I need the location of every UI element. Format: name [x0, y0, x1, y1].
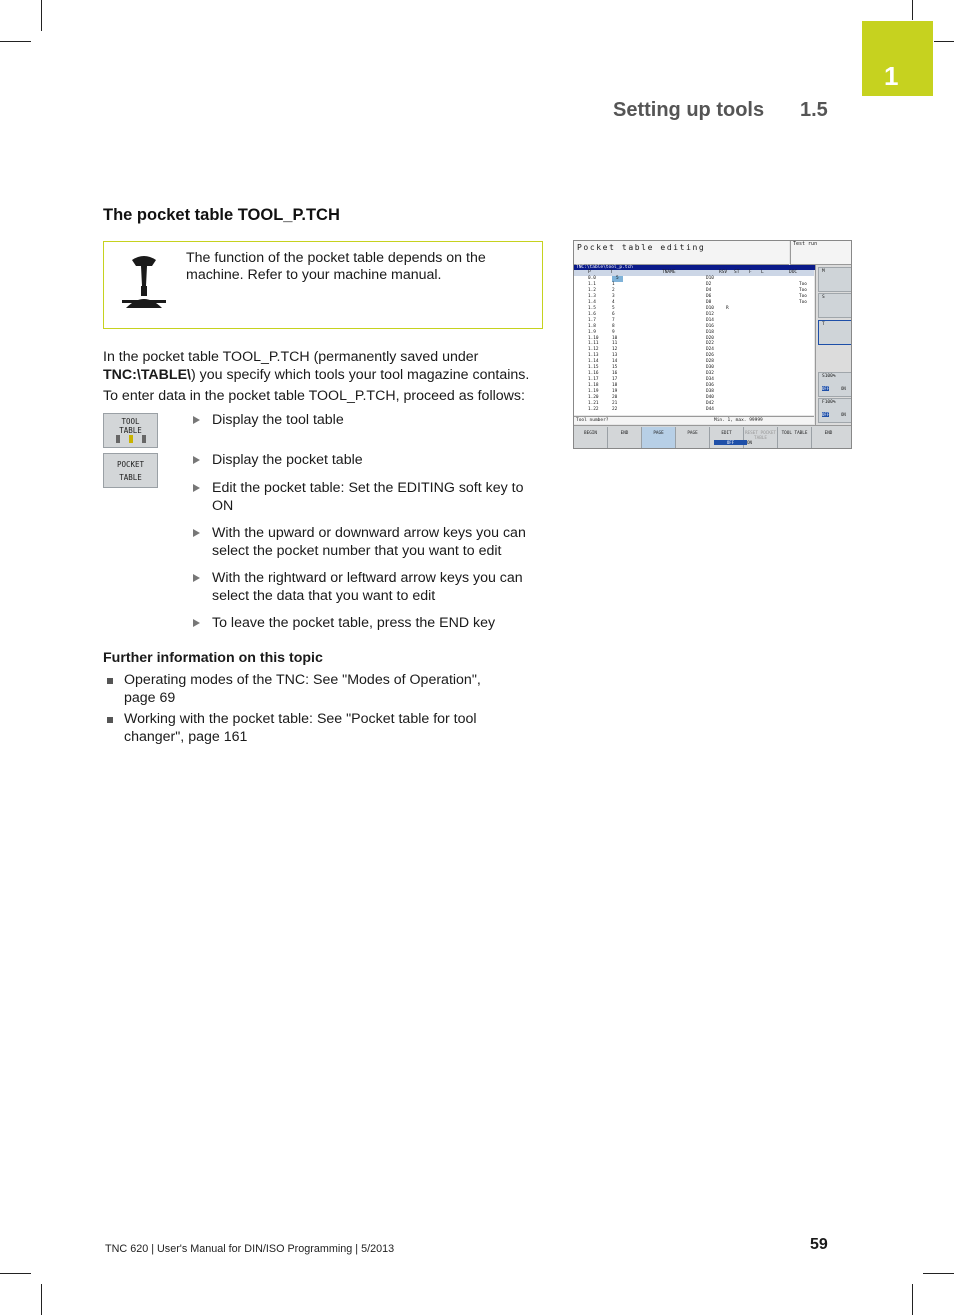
side-softkey[interactable]: [818, 372, 852, 397]
table-row[interactable]: [574, 336, 814, 342]
side-softkey-label: M: [822, 269, 825, 274]
table-cell: 0.0: [588, 276, 596, 281]
table-cell: D32: [706, 371, 714, 377]
step-text: To leave the pocket table, press the END key: [212, 615, 496, 631]
softkey-label: TOOL: [121, 417, 140, 426]
column-header: RSV: [719, 270, 728, 275]
table-cell: 13: [612, 353, 618, 359]
table-cell: D22: [706, 341, 714, 347]
table-cell: 19: [612, 389, 618, 395]
crop-mark: [934, 41, 954, 42]
table-cell: D24: [706, 347, 714, 353]
side-softkey[interactable]: [818, 398, 852, 423]
table-cell: D26: [706, 353, 714, 359]
enter-data-paragraph: To enter data in the pocket table TOOL_P.TCH, proceed as follows:: [103, 388, 525, 404]
side-softkey-bar: [815, 265, 852, 425]
arrow-icon: [193, 619, 200, 627]
section-heading: The pocket table TOOL_P.TCH: [103, 206, 340, 224]
softkey-label: EDIT: [721, 431, 732, 436]
arrow-icon: [193, 456, 200, 464]
table-row[interactable]: [574, 276, 814, 282]
table-cell: 16: [612, 371, 618, 377]
column-header: F: [749, 270, 752, 275]
table-cell: 1.15: [588, 365, 599, 371]
column-header: DOC: [789, 270, 798, 275]
list-item-text: Working with the pocket table: See "Pocket table for tool changer", page 161: [124, 711, 477, 745]
softkey-label: PAGE: [687, 431, 698, 436]
table-row[interactable]: [574, 353, 814, 359]
step-text: Display the pocket table: [212, 452, 363, 468]
table-cell: 3: [612, 293, 615, 299]
table-cell: D38: [706, 389, 714, 395]
side-softkey[interactable]: [818, 293, 852, 318]
table-cell: 18: [612, 383, 618, 389]
bullet-icon: [107, 717, 113, 723]
table-cell: 1.19: [588, 389, 599, 395]
table-row[interactable]: [574, 282, 814, 288]
step-item: [193, 412, 543, 430]
table-cell: D2: [706, 281, 712, 287]
table-row[interactable]: [574, 383, 814, 389]
table-cell: 14: [612, 359, 618, 365]
step-item: [193, 615, 543, 633]
side-softkey-label: S100%: [822, 374, 836, 379]
table-cell: D30: [706, 365, 714, 371]
table-row[interactable]: [574, 306, 814, 312]
arrow-icon: [193, 574, 200, 582]
table-cell: 1.1: [588, 281, 596, 287]
table-cell: D12: [706, 311, 714, 317]
crop-mark: [912, 0, 913, 20]
mode-bar: [574, 241, 789, 265]
table-cell: 4: [612, 299, 615, 305]
table-cell: D6: [706, 293, 712, 299]
table-cell: D18: [706, 329, 714, 335]
step-text: With the upward or downward arrow keys you can select the pocket number that you want to edit: [212, 525, 526, 559]
table-cell: 2: [612, 287, 615, 293]
column-header: T: [610, 270, 613, 275]
table-cell: D40: [706, 395, 714, 400]
column-header: TNAME: [662, 270, 676, 275]
table-cell: 1.9: [588, 329, 596, 335]
side-softkey[interactable]: [818, 267, 852, 292]
table-cell: 1.18: [588, 383, 599, 389]
table-cell: 1.14: [588, 359, 599, 365]
table-cell: 1.4: [588, 299, 596, 305]
table-row[interactable]: [574, 389, 814, 395]
crop-mark: [0, 1273, 31, 1274]
step-text: Display the tool table: [212, 412, 344, 428]
step-item: [193, 570, 543, 605]
table-row[interactable]: [574, 318, 814, 324]
off-label: OFF: [822, 412, 830, 417]
status-line: [574, 416, 814, 424]
side-softkey-label: T: [822, 322, 825, 327]
table-cell: D8: [706, 299, 712, 305]
table-row[interactable]: [574, 330, 814, 336]
column-header: P: [588, 270, 591, 275]
table-cell: D36: [706, 383, 714, 389]
softkey-label: BEGIN: [584, 431, 597, 436]
softkey-reset-pocket[interactable]: [744, 427, 778, 448]
softkey-label: END: [824, 431, 833, 436]
status-prompt: Tool number?: [576, 418, 609, 423]
pocket-table-screenshot: [573, 240, 852, 449]
softkey-label: POCKET: [116, 460, 145, 469]
crop-mark: [912, 1284, 913, 1315]
softkey-begin[interactable]: [574, 427, 608, 448]
pocket-table: [574, 276, 814, 415]
table-cell: Too: [799, 287, 807, 293]
table-cell: 1.12: [588, 347, 599, 353]
table-cell: 6: [612, 311, 615, 317]
softkey-end-2[interactable]: [812, 427, 845, 448]
step-text: Edit the pocket table: Set the EDITING soft key to ON: [212, 480, 524, 514]
arrow-icon: [193, 529, 200, 537]
intro-path: TNC:\TABLE\: [103, 367, 191, 383]
table-cell: 21: [612, 400, 618, 406]
crop-mark: [923, 1273, 954, 1274]
step-item: [193, 525, 543, 560]
table-cell: 1.10: [588, 335, 599, 341]
intro-paragraph: [103, 348, 543, 384]
notice-text: The function of the pocket table depends on the machine. Refer to your machine manual.: [186, 250, 486, 283]
table-row[interactable]: [574, 401, 814, 407]
table-cell: D10: [706, 305, 714, 311]
table-cell: 1.21: [588, 400, 599, 406]
table-cell: D34: [706, 377, 714, 383]
tool-table-softkey[interactable]: [103, 413, 158, 448]
chapter-tab: [862, 21, 933, 96]
softkey-tool-table[interactable]: [778, 427, 812, 448]
table-cell: D14: [706, 317, 714, 323]
table-row[interactable]: [574, 341, 814, 347]
table-cell: 12: [612, 347, 618, 353]
tool-icon: [114, 434, 148, 445]
side-softkey[interactable]: [818, 320, 852, 345]
table-row[interactable]: [574, 371, 814, 377]
table-row[interactable]: [574, 347, 814, 353]
table-cell: D28: [706, 359, 714, 365]
crop-mark: [41, 0, 42, 31]
crop-mark: [0, 41, 31, 42]
intro-text-1: In the pocket table TOOL_P.TCH (permanently saved under: [103, 349, 479, 365]
step-text: With the rightward or leftward arrow keys you can select the data that you want to edit: [212, 570, 523, 604]
table-cell: 1.11: [588, 341, 599, 347]
softkey-bar: [574, 425, 851, 449]
off-label: OFF: [822, 386, 830, 391]
machine-spindle-icon: [122, 252, 166, 308]
table-row[interactable]: [574, 300, 814, 306]
table-cell: 5: [612, 276, 623, 282]
table-row[interactable]: [574, 395, 814, 401]
table-cell: 1.8: [588, 323, 596, 329]
table-row[interactable]: [574, 377, 814, 383]
list-item: [107, 672, 507, 707]
table-cell: 8: [612, 323, 615, 329]
table-cell: Too: [799, 281, 807, 287]
table-row[interactable]: [574, 312, 814, 318]
mode-title: Pocket table editing: [577, 243, 706, 252]
table-cell: 1.2: [588, 287, 596, 293]
machine-notice: [103, 241, 543, 329]
table-cell: D10: [706, 276, 714, 281]
arrow-icon: [193, 484, 200, 492]
table-row[interactable]: [574, 365, 814, 371]
table-cell: 1.20: [588, 395, 599, 400]
table-cell: Too: [799, 299, 807, 305]
table-cell: 1: [612, 281, 615, 287]
bullet-icon: [107, 678, 113, 684]
further-info-heading: Further information on this topic: [103, 650, 323, 666]
pocket-table-softkey[interactable]: [103, 453, 158, 488]
table-cell: 1.17: [588, 377, 599, 383]
table-row[interactable]: [574, 407, 814, 413]
table-cell: R: [726, 305, 729, 311]
table-row[interactable]: [574, 359, 814, 365]
chapter-number: 1: [884, 61, 899, 91]
off-label: OFF: [714, 440, 747, 445]
test-run-panel: [790, 241, 852, 265]
running-head: [560, 99, 830, 125]
step-item: [193, 480, 543, 515]
arrow-icon: [193, 416, 200, 424]
table-cell: D16: [706, 323, 714, 329]
table-row[interactable]: [574, 294, 814, 300]
column-header: ST: [734, 270, 740, 275]
running-head-section: 1.5: [800, 99, 828, 121]
table-path: TNC:\table\tool_p.tch: [574, 265, 816, 270]
table-cell: 1.22: [588, 406, 599, 412]
table-cell: 1.3: [588, 293, 596, 299]
footer: TNC 620 | User's Manual for DIN/ISO Programming | 5/2013: [105, 1243, 395, 1255]
softkey-end[interactable]: [608, 427, 642, 448]
table-cell: 20: [612, 395, 618, 400]
side-softkey-label: F100%: [822, 400, 836, 405]
table-cell: D42: [706, 400, 714, 406]
table-row[interactable]: [574, 288, 814, 294]
softkey-edit[interactable]: [710, 427, 752, 448]
softkey-label: RESET POCKET TABLE: [744, 431, 777, 441]
on-label: ON: [841, 412, 846, 417]
table-cell: 11: [612, 341, 618, 347]
table-cell: D20: [706, 335, 714, 341]
table-cell: 9: [612, 329, 615, 335]
table-cell: D4: [706, 287, 712, 293]
table-cell: 1.6: [588, 311, 596, 317]
on-label: ON: [841, 386, 846, 391]
intro-text-2: ) you specify which tools your tool magazine contains.: [191, 367, 530, 383]
running-head-title: Setting up tools: [613, 99, 765, 121]
list-item: [107, 711, 507, 746]
table-cell: 1.16: [588, 371, 599, 377]
step-item: [193, 452, 543, 470]
table-cell: Too: [799, 293, 807, 299]
softkey-page-up[interactable]: [642, 427, 676, 448]
table-cell: 17: [612, 377, 618, 383]
table-cell: 22: [612, 406, 618, 412]
table-cell: D44: [706, 406, 714, 412]
softkey-label: END: [620, 431, 629, 436]
softkey-label: TOOL TABLE: [781, 431, 808, 436]
crop-mark: [41, 1284, 42, 1315]
page-number: 59: [810, 1236, 828, 1253]
table-row[interactable]: [574, 324, 814, 330]
column-header: L: [761, 270, 764, 275]
table-cell: 1.5: [588, 305, 596, 311]
side-softkey-label: S: [822, 295, 825, 300]
table-cell: 1.7: [588, 317, 596, 323]
on-label: ON: [747, 440, 752, 445]
list-item-text: Operating modes of the TNC: See "Modes of Operation", page 69: [124, 672, 481, 706]
test-run-label: Test run: [793, 241, 818, 247]
table-cell: 1.13: [588, 353, 599, 359]
table-cell: 15: [612, 365, 618, 371]
softkey-page-down[interactable]: [676, 427, 710, 448]
table-cell: 10: [612, 335, 618, 341]
table-cell: 7: [612, 317, 615, 323]
softkey-label: PAGE: [653, 431, 664, 436]
table-cell: 5: [612, 305, 615, 311]
status-range: Min. 1, max. 99999: [714, 418, 763, 423]
softkey-label: TABLE: [119, 473, 142, 482]
softkey-label: TABLE: [119, 426, 142, 435]
